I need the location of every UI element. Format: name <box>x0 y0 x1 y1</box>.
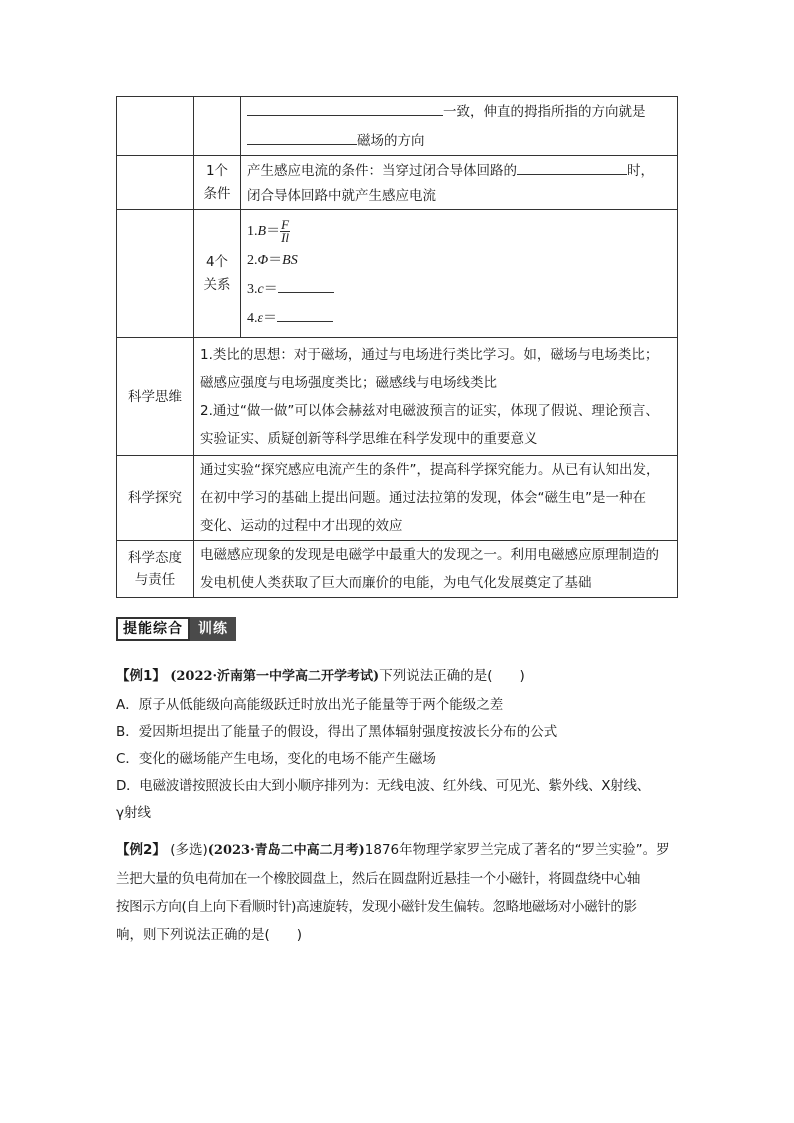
formula-symbol: c <box>257 281 264 297</box>
formula-symbol: ε <box>257 310 264 326</box>
formula-prefix: 4. <box>247 310 258 326</box>
example-stem-text: 兰把大量的负电荷加在一个橡胶圆盘上，然后在圆盘附近悬挂一个小磁针，将圆盘绕中心轴 <box>116 871 640 887</box>
fraction-denominator: Il <box>281 229 290 245</box>
cell-text: 实验证实、质疑创新等科学思维在科学发现中的重要意义 <box>200 430 538 447</box>
fraction-numerator: F <box>281 216 290 232</box>
table-cell-content <box>241 156 678 210</box>
example-tag: 【例2】 <box>116 842 166 858</box>
table-row-thinking <box>117 338 678 456</box>
formula-equals: ＝ <box>263 281 278 297</box>
example-1 <box>116 663 682 827</box>
row-label-line: 1个 <box>205 162 229 179</box>
option-d-continuation: γ射线 <box>116 805 151 821</box>
cell-text: 发电机使人类获取了巨大而廉价的电能，为电气化发展奠定了基础 <box>200 575 592 591</box>
example-stem-text: 按图示方向(自上向下看顺时针)高速旋转，发现小磁针发生偏转。忽略地磁场对小磁针的影 <box>116 899 637 915</box>
cell-text: 电磁感应现象的发现是电磁学中最重大的发现之一。利用电磁感应原理制造的 <box>200 547 659 563</box>
example-source: (2022·沂南第一中学高二开学考试) <box>170 669 380 684</box>
formula-equals: ＝ <box>268 252 283 268</box>
row-label-inquiry <box>117 456 194 541</box>
example-2-line1 <box>116 836 682 865</box>
table-cell-content <box>194 456 678 541</box>
example-multi-select: (多选) <box>170 842 208 858</box>
cell-text: 磁感应强度与电场强度类比；磁感线与电场线类比 <box>200 374 497 391</box>
formula-equals: ＝ <box>263 310 278 326</box>
section-header <box>116 617 236 641</box>
table-cell-empty <box>117 210 194 338</box>
formula-prefix: 3. <box>247 281 258 297</box>
cell-text: 磁场的方向 <box>357 133 425 149</box>
example-stem-text: 1876年物理学家罗兰完成了著名的“罗兰实验”。罗 <box>364 842 670 858</box>
row-label-line: 科学态度 <box>128 550 182 566</box>
table-cell-empty <box>194 97 241 156</box>
row-label-text: 科学探究 <box>128 490 182 506</box>
fill-blank <box>277 303 333 322</box>
table-cell-content <box>241 97 678 156</box>
cell-text: 闭合导体回路中就产生感应电流 <box>247 188 436 204</box>
fill-blank <box>247 126 357 145</box>
cell-text: 变化、运动的过程中才出现的效应 <box>200 518 403 534</box>
table-cell-empty <box>117 156 194 210</box>
table-row-relations <box>117 210 678 338</box>
example-stem-text: 响，则下列说法正确的是( ) <box>116 927 303 943</box>
row-label-text: 科学思维 <box>128 388 182 405</box>
table-row-condition <box>117 156 678 210</box>
fill-blank <box>278 274 334 293</box>
table-cell-formulas <box>241 210 678 338</box>
example-2 <box>116 836 682 949</box>
section-title-badge: 训练 <box>190 617 236 641</box>
cell-text: 通过实验“探究感应电流产生的条件”，提高科学探究能力。从已有认知出发， <box>200 462 660 478</box>
table-row-attitude <box>117 541 678 598</box>
row-label-thinking <box>117 338 194 456</box>
cell-text: 1.类比的思想：对于磁场，通过与电场进行类比学习。如，磁场与电场类比； <box>200 346 659 363</box>
summary-table <box>116 96 678 598</box>
cell-text: 产生感应电流的条件：当穿过闭合导体回路的 <box>247 163 517 179</box>
example-tag: 【例1】 <box>116 668 166 684</box>
table-cell-content <box>194 541 678 598</box>
table-cell-empty <box>117 97 194 156</box>
example-1-stem <box>116 663 682 690</box>
example-stem-text: 下列说法正确的是( ) <box>379 668 525 684</box>
formula-prefix: 1. <box>247 223 258 239</box>
example-source: (2023·青岛二中高二月考) <box>207 843 365 858</box>
formula-symbol: B <box>257 223 267 239</box>
row-label-line: 4个 <box>205 253 229 270</box>
formula-rhs: BS <box>282 252 298 268</box>
formula-c <box>247 274 671 303</box>
formula-b <box>247 216 671 248</box>
cell-text: 在初中学习的基础上提出问题。通过法拉第的发现，体会“磁生电”是一种在 <box>200 490 646 506</box>
row-label-attitude <box>117 541 194 598</box>
formula-equals: ＝ <box>266 223 281 239</box>
table-cell-content <box>194 338 678 456</box>
row-label-relations <box>194 210 241 338</box>
cell-text: 2.通过“做一做”可以体会赫兹对电磁波预言的证实，体现了假说、理论预言、 <box>200 402 659 419</box>
row-label-condition <box>194 156 241 210</box>
fill-blank <box>517 156 627 175</box>
formula-epsilon <box>247 303 671 332</box>
row-label-line: 与责任 <box>134 572 176 588</box>
row-label-line: 关系 <box>203 276 231 293</box>
section-title-main: 提能综合 <box>116 617 190 641</box>
row-label-line: 条件 <box>203 185 231 202</box>
cell-text: 一致，伸直的拇指所指的方向就是 <box>443 104 646 120</box>
option-c: C．变化的磁场能产生电场，变化的电场不能产生磁场 <box>116 751 436 767</box>
fill-blank <box>247 97 443 116</box>
formula-phi <box>247 248 671 274</box>
option-a: A．原子从低能级向高能级跃迁时放出光子能量等于两个能级之差 <box>116 697 504 713</box>
table-row-inquiry <box>117 456 678 541</box>
formula-symbol: Φ <box>257 252 269 268</box>
table-row-continuation <box>117 97 678 156</box>
cell-text: 时， <box>627 163 654 179</box>
option-d: D．电磁波谱按照波长由大到小顺序排列为：无线电波、红外线、可见光、紫外线、X射线、 <box>116 778 650 794</box>
formula-prefix: 2. <box>247 252 258 268</box>
fraction <box>280 216 290 245</box>
option-b: B．爱因斯坦提出了能量子的假设，得出了黑体辐射强度按波长分布的公式 <box>116 724 558 740</box>
